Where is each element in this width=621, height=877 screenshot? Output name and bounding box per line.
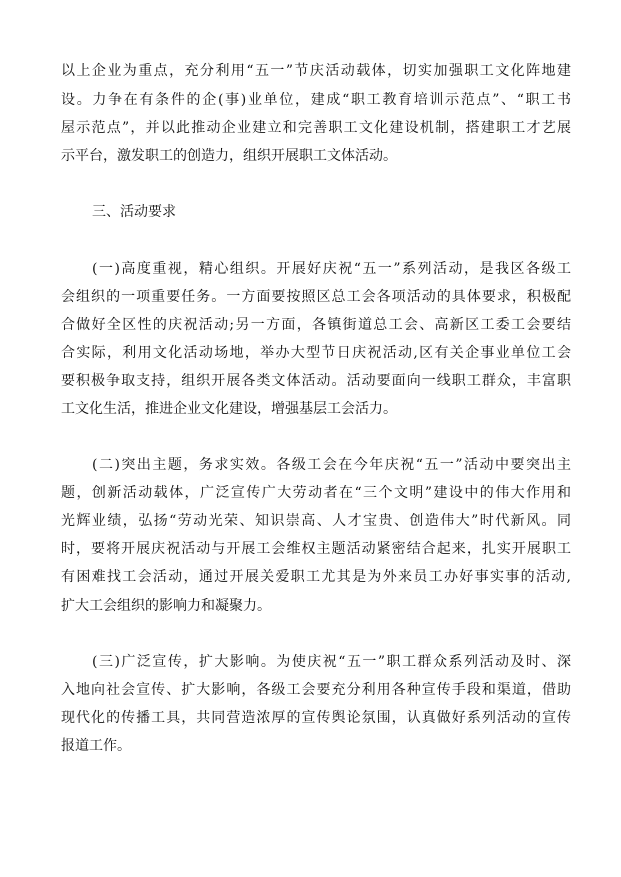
- paragraph-1-line-6: 工文化生活，推进企业文化建设，增强基层工会活力。: [61, 401, 397, 417]
- paragraph-1-line-5: 要积极争取支持，组织开展各类文体活动。活动要面向一线职工群众，丰富职: [61, 373, 571, 389]
- paragraph-2-line-6: 扩大工会组织的影响力和凝聚力。: [61, 598, 271, 614]
- paragraph-2-line-4: 时，要将开展庆祝活动与开展工会维权主题活动紧密结合起来，扎实开展职工: [61, 541, 571, 557]
- paragraph-1-line-3: 合做好全区性的庆祝活动;另一方面，各镇街道总工会、高新区工委工会要结: [61, 317, 571, 333]
- paragraph-1-line-4: 合实际，利用文化活动场地，举办大型节日庆祝活动,区有关企事业单位工会: [61, 345, 571, 361]
- paragraph-3-line-4: 报道工作。: [61, 738, 131, 754]
- intro-line-3: 屋示范点”，并以此推动企业建立和完善职工文化建设机制，搭建职工才艺展: [61, 120, 571, 136]
- intro-line-4: 示平台，激发职工的创造力，组织开展职工文体活动。: [61, 148, 397, 164]
- paragraph-2-line-5: 有困难找工会活动，通过开展关爱职工尤其是为外来员工办好事实事的活动,: [61, 569, 571, 585]
- intro-line-2: 设。力争在有条件的企(事)业单位，建成“职工教育培训示范点”、“职工书: [61, 92, 571, 108]
- section-heading: 三、活动要求: [92, 204, 176, 220]
- paragraph-1-line-2: 会组织的一项重要任务。一方面要按照区总工会各项活动的具体要求，积极配: [61, 289, 571, 305]
- intro-line-1: 以上企业为重点，充分利用“五一”节庆活动载体，切实加强职工文化阵地建: [61, 63, 571, 79]
- paragraph-3-line-3: 现代化的传播工具，共同营造浓厚的宣传舆论氛围，认真做好系列活动的宣传: [61, 710, 571, 726]
- paragraph-2-line-1: (二)突出主题，务求实效。各级工会在今年庆祝“五一”活动中要突出主: [92, 457, 571, 473]
- paragraph-3-line-1: (三)广泛宣传，扩大影响。为使庆祝“五一”职工群众系列活动及时、深: [92, 654, 571, 670]
- paragraph-3-line-2: 入地向社会宣传、扩大影响，各级工会要充分利用各种宣传手段和渠道，借助: [61, 682, 571, 698]
- paragraph-1-line-1: (一)高度重视，精心组织。开展好庆祝“五一”系列活动，是我区各级工: [92, 261, 571, 277]
- paragraph-2-line-3: 光辉业绩，弘扬“劳动光荣、知识崇高、人才宝贵、创造伟大”时代新风。同: [61, 513, 571, 529]
- paragraph-2-line-2: 题，创新活动载体，广泛宣传广大劳动者在“三个文明”建设中的伟大作用和: [61, 485, 571, 501]
